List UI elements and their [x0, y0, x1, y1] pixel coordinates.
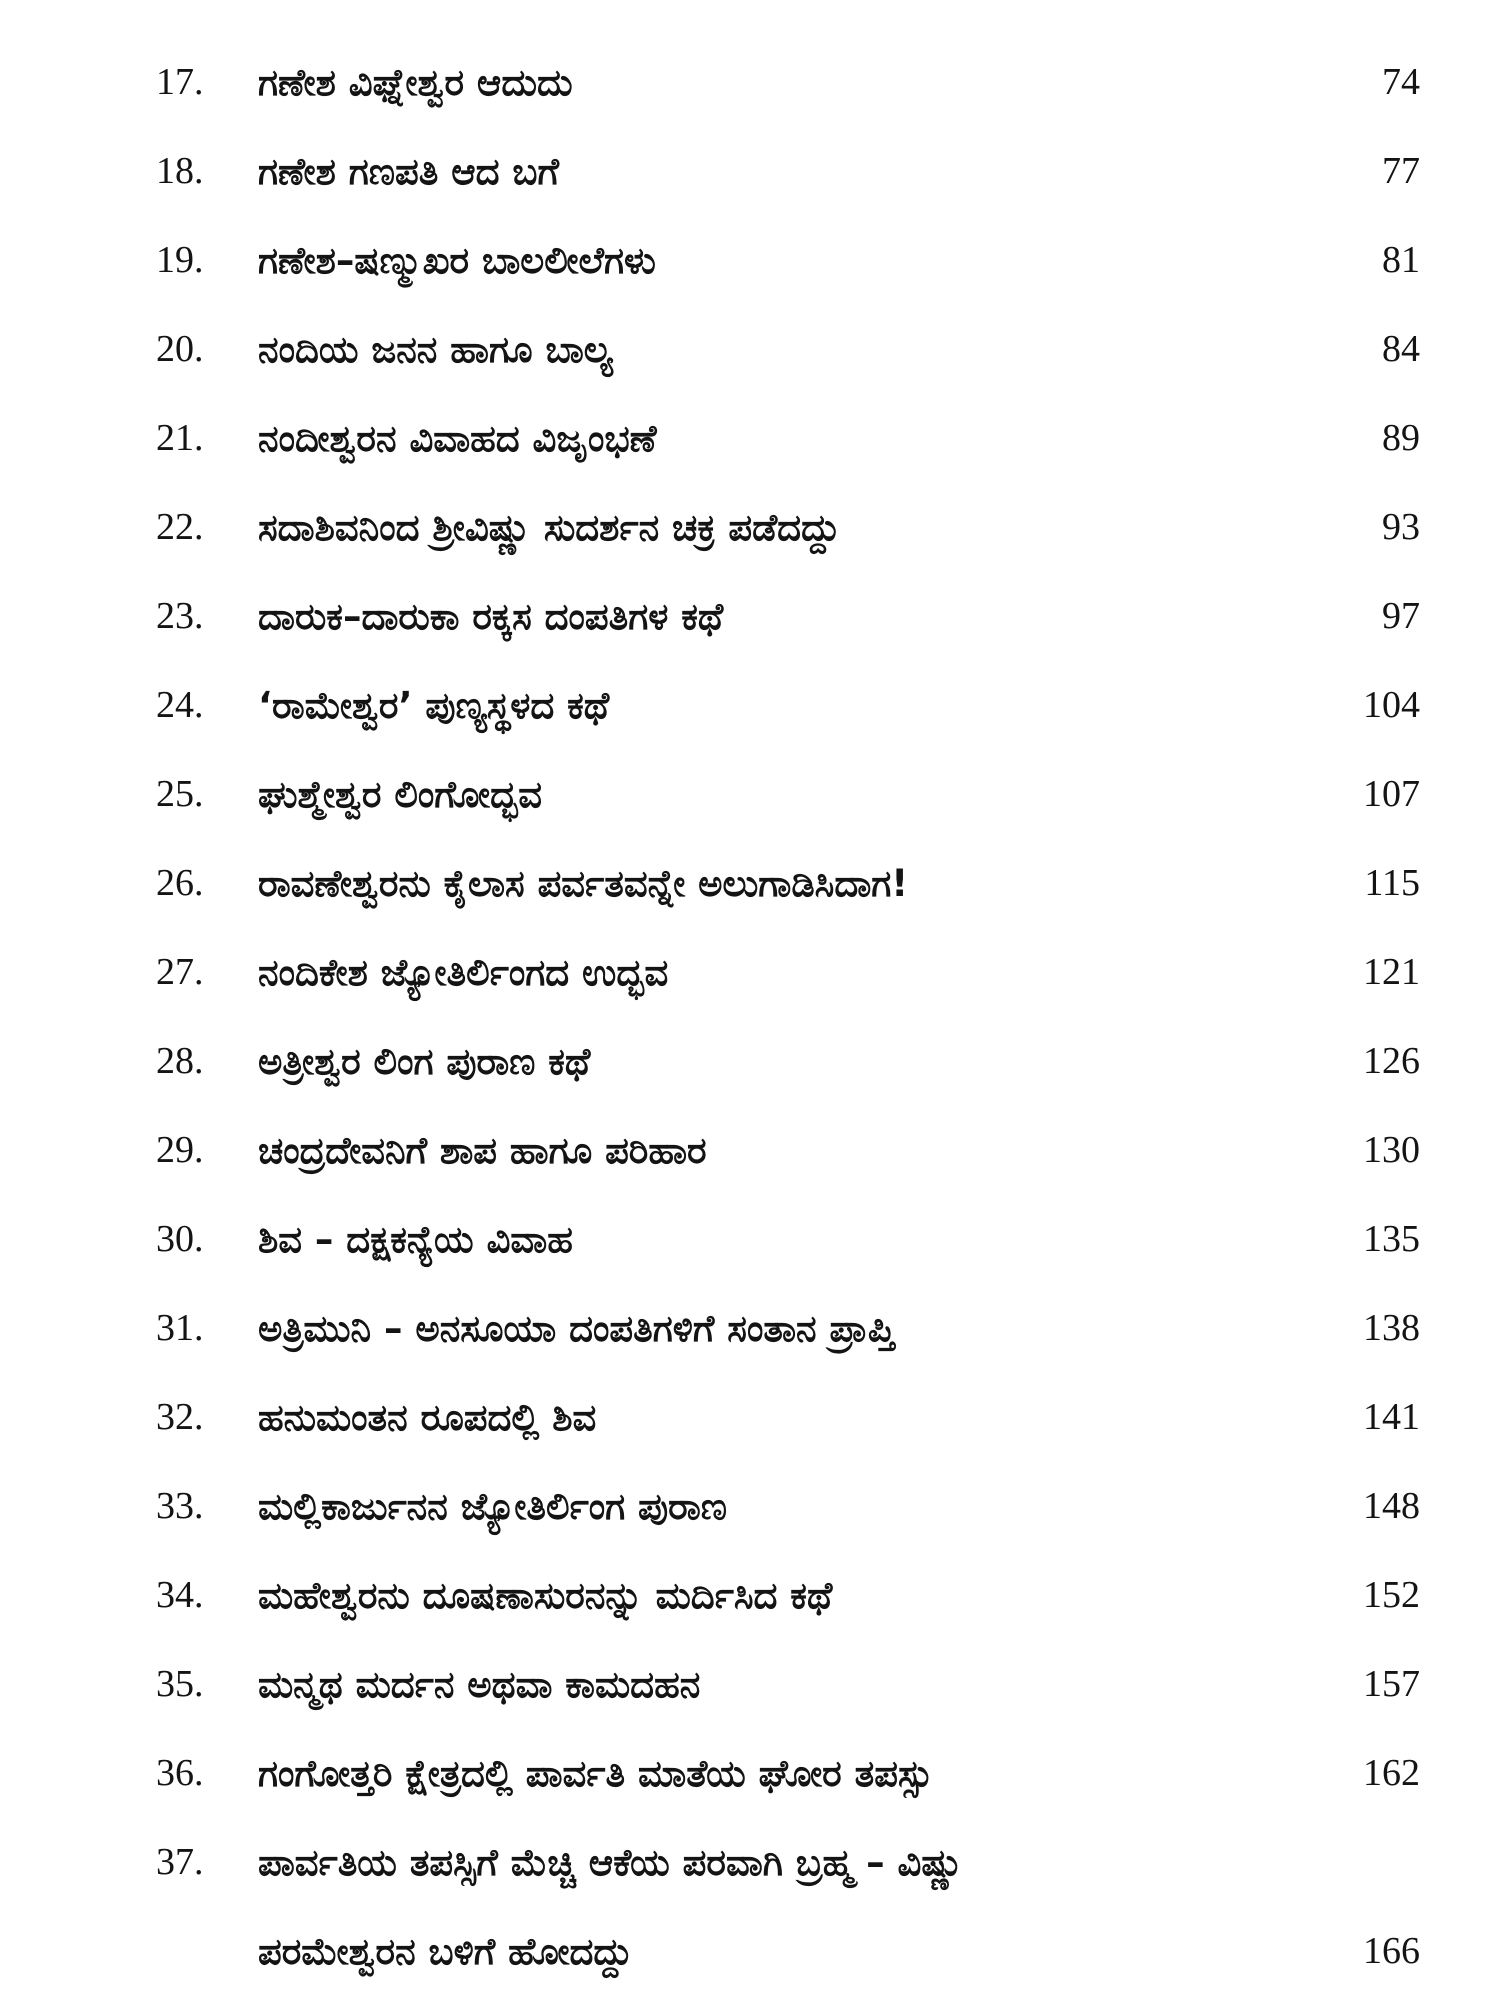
entry-page-number: 138 [1363, 1307, 1420, 1349]
entry-page-number: 77 [1382, 150, 1420, 192]
entry-number: 19. [156, 239, 204, 281]
entry-title: ನಂದಿಯ ಜನನ ಹಾಗೂ ಬಾಲ್ಯ [258, 328, 613, 371]
entry-page-number: 166 [1363, 1930, 1420, 1972]
toc-entry [0, 216, 1500, 305]
entry-page-number: 97 [1382, 595, 1420, 637]
entry-title: ಘುಶ್ಮೇಶ್ವರ ಲಿಂಗೋದ್ಭವ [258, 773, 542, 816]
entry-number: 31. [156, 1307, 204, 1349]
entry-number: 25. [156, 773, 204, 815]
entry-number: 32. [156, 1396, 204, 1438]
toc-entry [0, 305, 1500, 394]
entry-page-number: 152 [1363, 1574, 1420, 1616]
entry-page-number: 141 [1363, 1396, 1420, 1438]
entry-title: ಮಲ್ಲಿಕಾರ್ಜುನನ ಜ್ಯೋತಿರ್ಲಿಂಗ ಪುರಾಣ [258, 1485, 728, 1528]
entry-number: 27. [156, 951, 204, 993]
toc-entry [0, 483, 1500, 572]
entry-title: ಚಂದ್ರದೇವನಿಗೆ ಶಾಪ ಹಾಗೂ ಪರಿಹಾರ [258, 1129, 707, 1172]
toc-entry [0, 1017, 1500, 1106]
toc-entry [0, 661, 1500, 750]
entry-title: ಹನುಮಂತನ ರೂಪದಲ್ಲಿ ಶಿವ [258, 1396, 597, 1439]
entry-number: 28. [156, 1040, 204, 1082]
entry-page-number: 135 [1363, 1218, 1420, 1260]
entry-number: 23. [156, 595, 204, 637]
entry-title: ಅತ್ರೀಶ್ವರ ಲಿಂಗ ಪುರಾಣ ಕಥೆ [258, 1040, 591, 1083]
entry-number: 33. [156, 1485, 204, 1527]
entry-number: 34. [156, 1574, 204, 1616]
entry-title: ಶಿವ – ದಕ್ಷಕನ್ಯೆಯ ವಿವಾಹ [258, 1218, 573, 1261]
entry-page-number: 89 [1382, 417, 1420, 459]
entry-page-number: 74 [1382, 61, 1420, 103]
toc-entry [0, 38, 1500, 127]
toc-entry [0, 572, 1500, 661]
entry-number: 18. [156, 150, 204, 192]
entry-number: 29. [156, 1129, 204, 1171]
entry-page-number: 162 [1363, 1752, 1420, 1794]
entry-page-number: 157 [1363, 1663, 1420, 1705]
toc-entry [0, 1373, 1500, 1462]
entry-title: ಅತ್ರಿಮುನಿ – ಅನಸೂಯಾ ದಂಪತಿಗಳಿಗೆ ಸಂತಾನ ಪ್ರಾಪ್ತಿ [258, 1307, 895, 1350]
entry-page-number: 84 [1382, 328, 1420, 370]
entry-page-number: 104 [1363, 684, 1420, 726]
toc-entry [0, 1640, 1500, 1729]
entry-page-number: 130 [1363, 1129, 1420, 1171]
toc-entry [0, 394, 1500, 483]
entry-page-number: 115 [1364, 862, 1420, 904]
entry-number: 36. [156, 1752, 204, 1794]
entry-title: ನಂದೀಶ್ವರನ ವಿವಾಹದ ವಿಜೃಂಭಣೆ [258, 417, 657, 460]
toc-entry-continuation [0, 1907, 1500, 1996]
entry-title: ‘ರಾಮೇಶ್ವರ’ ಪುಣ್ಯಸ್ಥಳದ ಕಥೆ [258, 684, 610, 727]
entry-page-number: 81 [1382, 239, 1420, 281]
entry-title-continuation: ಪರಮೇಶ್ವರನ ಬಳಿಗೆ ಹೋದದ್ದು [258, 1930, 633, 1973]
entry-title: ದಾರುಕ–ದಾರುಕಾ ರಕ್ಕಸ ದಂಪತಿಗಳ ಕಥೆ [258, 595, 724, 638]
toc-entry [0, 1106, 1500, 1195]
entry-title: ಗಣೇಶ ವಿಘ್ನೇಶ್ವರ ಆದುದು [258, 61, 573, 104]
entry-number: 20. [156, 328, 204, 370]
entry-number: 24. [156, 684, 204, 726]
entry-page-number: 93 [1382, 506, 1420, 548]
entry-number: 21. [156, 417, 204, 459]
entry-number: 30. [156, 1218, 204, 1260]
toc-entry [0, 1729, 1500, 1818]
entry-page-number: 121 [1363, 951, 1420, 993]
entry-number: 35. [156, 1663, 204, 1705]
entry-title: ಗಣೇಶ ಗಣಪತಿ ಆದ ಬಗೆ [258, 150, 559, 193]
entry-title: ಪಾರ್ವತಿಯ ತಪಸ್ಸಿಗೆ ಮೆಚ್ಚಿ ಆಕೆಯ ಪರವಾಗಿ ಬ್ರಹ್ಮ – ವಿಷ್ಣು [258, 1841, 964, 1884]
entry-title: ರಾವಣೇಶ್ವರನು ಕೈಲಾಸ ಪರ್ವತವನ್ನೇ ಅಲುಗಾಡಿಸಿದಾಗ! [258, 862, 909, 905]
toc-entry [0, 1195, 1500, 1284]
entry-page-number: 107 [1363, 773, 1420, 815]
entry-number: 37. [156, 1841, 204, 1883]
entry-page-number: 148 [1363, 1485, 1420, 1527]
toc-entry [0, 1284, 1500, 1373]
entry-title: ಗಣೇಶ–ಷಣ್ಮುಖರ ಬಾಲಲೀಲೆಗಳು [258, 239, 656, 282]
entry-title: ನಂದಿಕೇಶ ಜ್ಯೋತಿರ್ಲಿಂಗದ ಉದ್ಭವ [258, 951, 669, 994]
toc-entry [0, 1462, 1500, 1551]
toc-entry [0, 1818, 1500, 1907]
entry-number: 26. [156, 862, 204, 904]
entry-title: ಮನ್ಮಥ ಮರ್ದನ ಅಥವಾ ಕಾಮದಹನ [258, 1663, 701, 1706]
toc-entry [0, 1551, 1500, 1640]
toc-entry [0, 750, 1500, 839]
toc-entry [0, 839, 1500, 928]
entry-title: ಗಂಗೋತ್ತರಿ ಕ್ಷೇತ್ರದಲ್ಲಿ ಪಾರ್ವತಿ ಮಾತೆಯ ಘೋರ ತಪಸ್ಸು [258, 1752, 933, 1795]
entry-title: ಸದಾಶಿವನಿಂದ ಶ್ರೀವಿಷ್ಣು ಸುದರ್ಶನ ಚಕ್ರ ಪಡೆದದ್ದು [258, 506, 841, 549]
entry-number: 17. [156, 61, 204, 103]
entry-number: 22. [156, 506, 204, 548]
entry-page-number: 126 [1363, 1040, 1420, 1082]
toc-entry [0, 928, 1500, 1017]
entry-title: ಮಹೇಶ್ವರನು ದೂಷಣಾಸುರನನ್ನು ಮರ್ದಿಸಿದ ಕಥೆ [258, 1574, 833, 1617]
toc-entry [0, 127, 1500, 216]
